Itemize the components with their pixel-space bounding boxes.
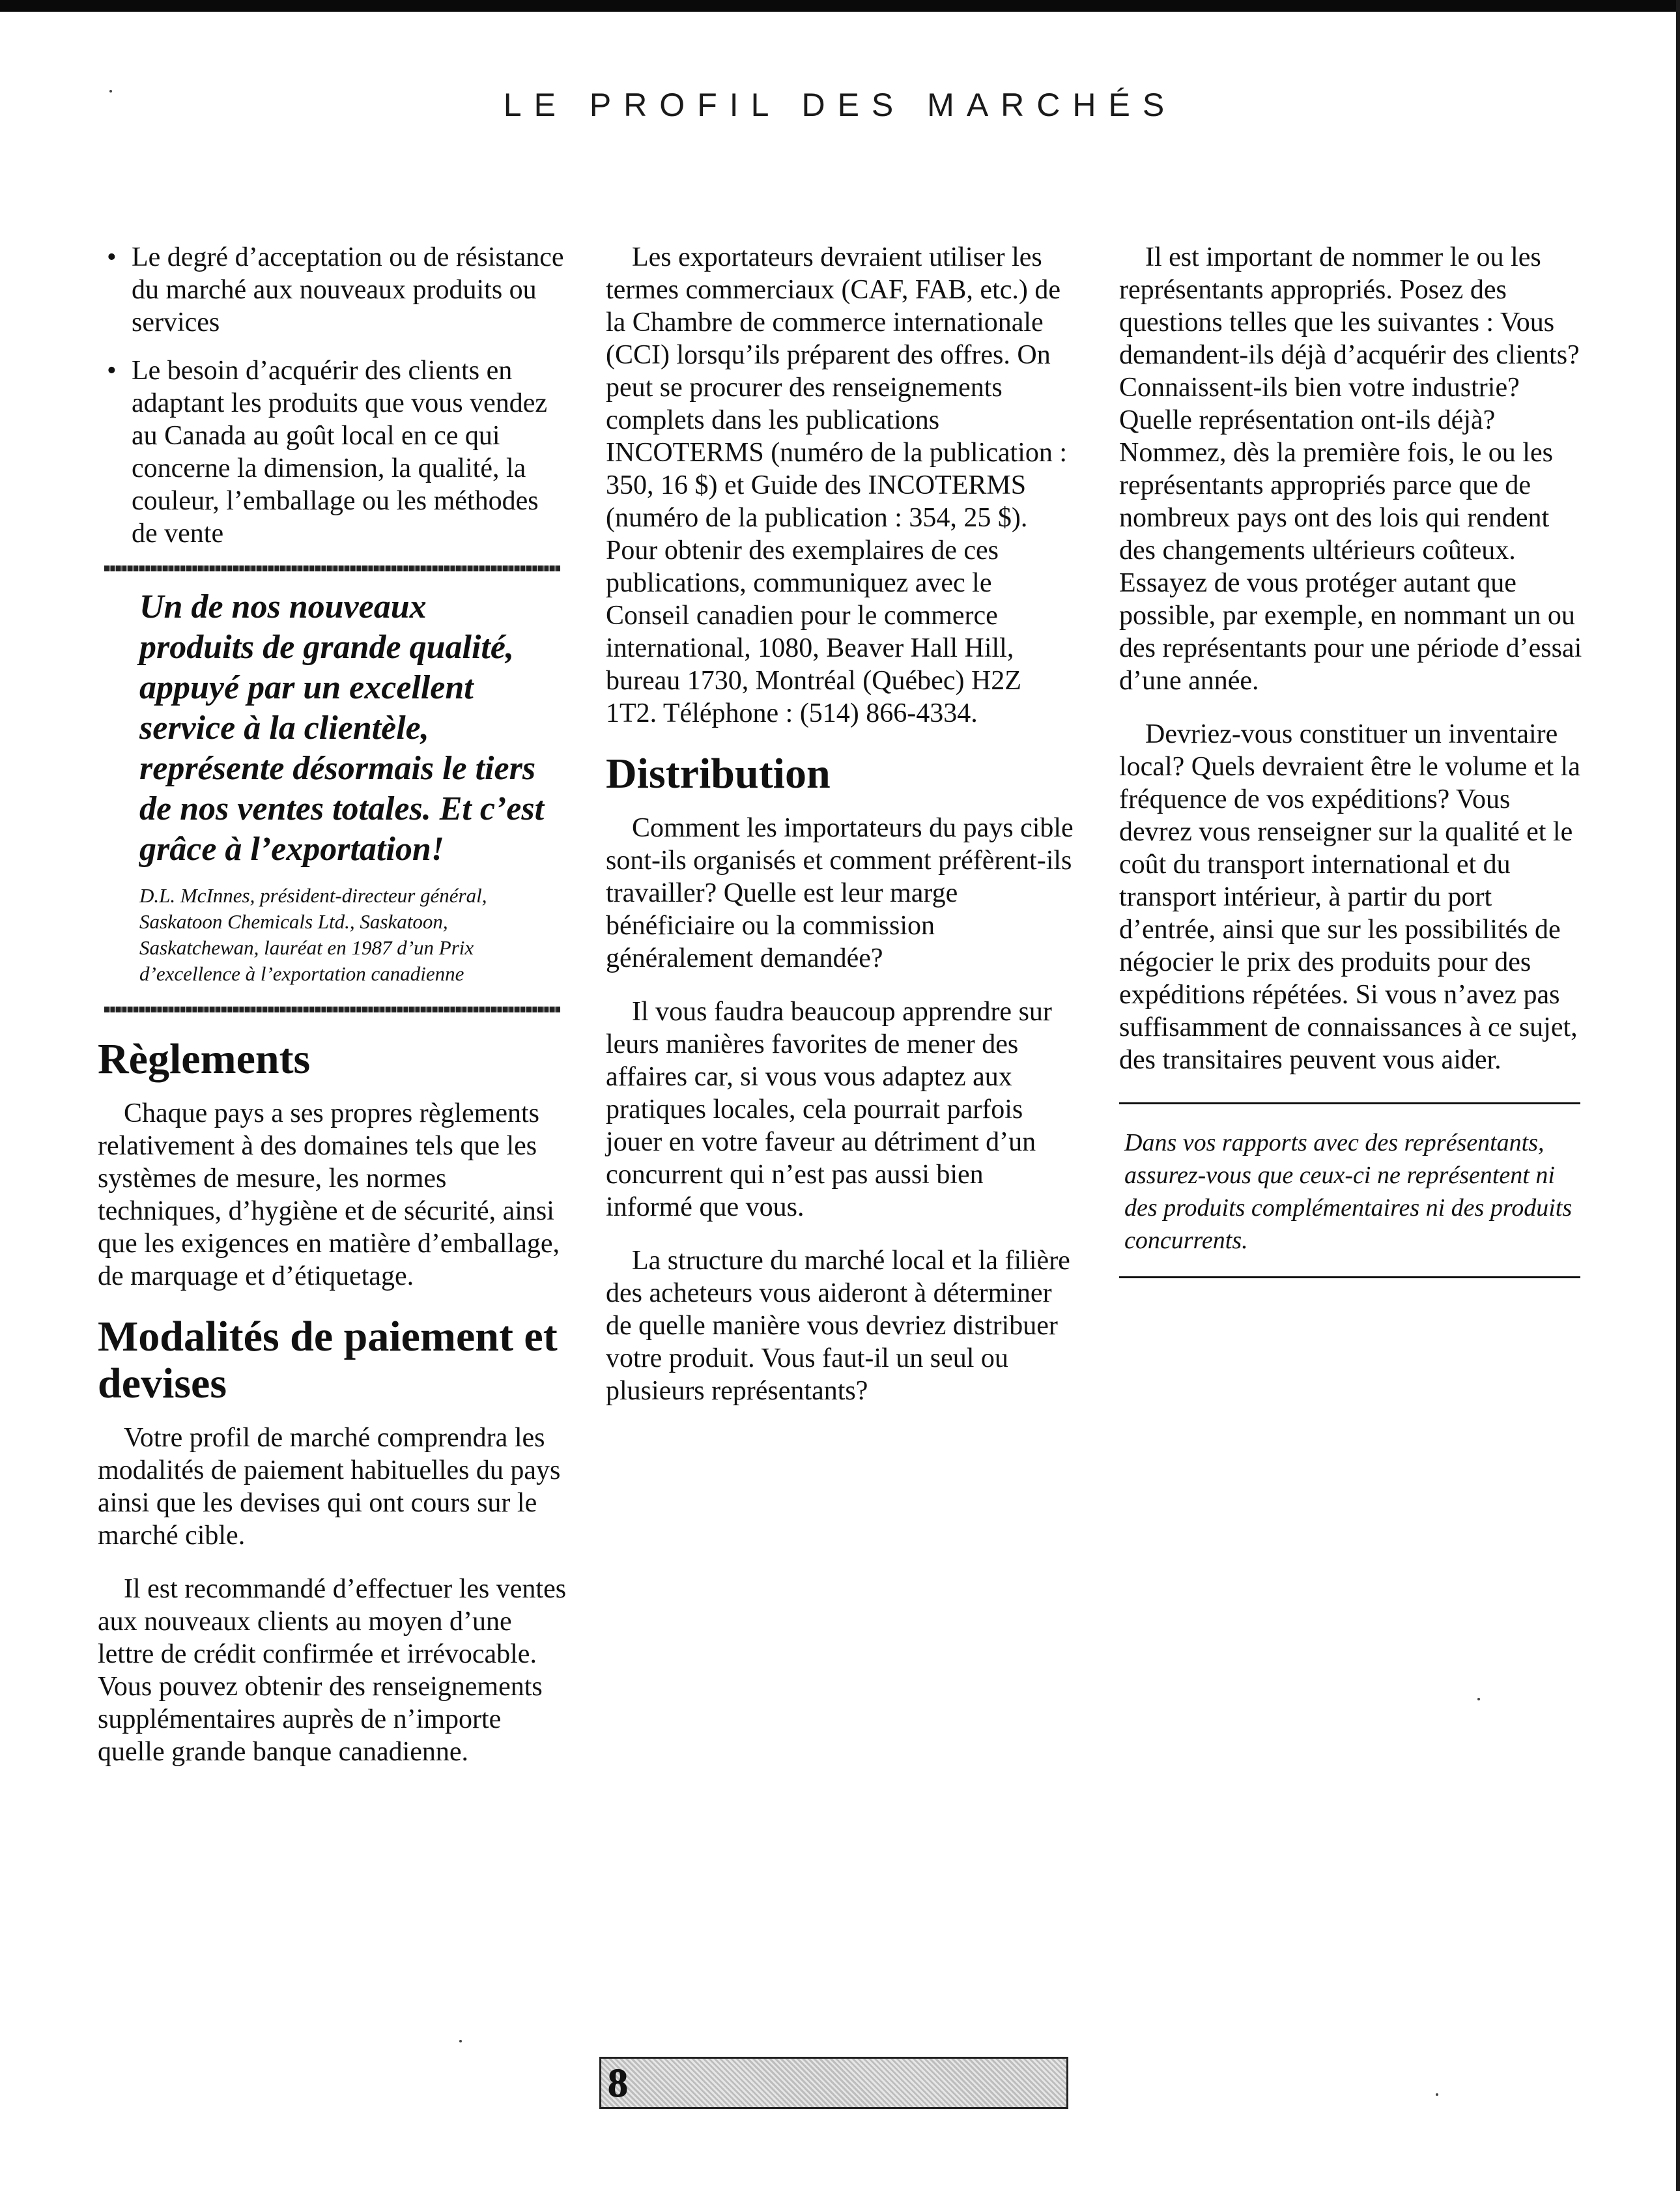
scan-speck [1477,1698,1480,1700]
quote-attribution: D.L. McInnes, président-directeur général, Saskatoon Chemicals Ltd., Saskatoon, Saskatchewan, lauréat en 1987 d’un Prix d’excellence à l’exportation canadienne [139,884,487,985]
paragraph: Chaque pays a ses propres règlements relativement à des domaines tels que les systèmes de mesure, les normes techniques, d’hygiène et de sécurité, ainsi que les exigences en matière d’emballage, de marquage et d’étiquetage. [98,1098,560,1291]
bullet-list [98,241,567,550]
column-3 [1119,241,1588,1278]
bullet-icon: • [107,356,117,386]
paragraph: La structure du marché local et la filière des acheteurs vous aideront à déterminer de quelle manière vous devriez distribuer votre produit. Vous faut-il un seul ou plusieurs représentants? [606,1246,1070,1406]
column-2 [606,241,1075,1428]
scan-speck [1436,2093,1438,2096]
scan-speck [459,2040,462,2042]
scan-top-border [0,0,1680,12]
bullet-icon: • [107,242,117,272]
paragraph: Il vous faudra beaucoup apprendre sur leurs manières favorites de mener des affaires car, si vous vous adaptez aux pratiques locales, cela pourrait parfois jouer en votre faveur au détriment d’un concurrent qui n’est pas aussi bien informé que vous. [606,997,1052,1222]
paragraph: Les exportateurs devraient utiliser les termes commerciaux (CAF, FAB, etc.) de la Chambre de commerce internationale (CCI) lorsqu’ils préparent des offres. On peut se procurer des renseignements complets dans les publications INCOTERMS (numéro de la publication : 350, 16 $) et Guide des INCOTERMS (numéro de la publication : 354, 25 $). Pour obtenir des exemplaires de ces publications, communiquez avec le Conseil canadien pour le commerce international, 1080, Beaver Hall Hill, bureau 1730, Montréal (Québec) H2Z 1T2. Téléphone : (514) 866-4334. [606,242,1068,728]
pull-quote [104,566,560,1012]
paragraph: Devriez-vous constituer un inventaire local? Quels devraient être le volume et la fréquence de vos expéditions? Vous devrez vous renseigner sur la qualité et le coût du transport international et du transport intérieur, à partir du port d’entrée, ainsi que sur les possibilités de négocier le prix des produits pour des expéditions répétées. Si vous n’avez pas suffisamment de connaissances à ce sujet, des transitaires peuvent vous aider. [1119,719,1580,1075]
list-item [98,241,567,339]
paragraph: Comment les importateurs du pays cible sont-ils organisés et comment préfèrent-ils travailler? Quelle est leur marge bénéficiaire ou la commission généralement demandée? [606,813,1074,973]
running-head: LE PROFIL DES MARCHÉS [503,87,1177,123]
bullet-text: Le degré d’acceptation ou de résistance du marché aux nouveaux produits ou services [132,242,564,337]
paragraph: Il est recommandé d’effectuer les ventes aux nouveaux clients au moyen d’une lettre de crédit confirmée et irrévocable. Vous pouvez obtenir des renseignements supplémentaires auprès de n’importe quelle grande banque canadienne. [98,1574,567,1767]
scan-speck [109,90,112,93]
quote-bottom-rule [104,1007,560,1012]
quote-text: Un de nos nouveaux produits de grande qualité, appuyé par un excellent service à la clientèle, représente désormais le tiers de nos ventes totales. Et c’est grâce à l’exportation! [139,588,545,868]
side-note-box [1119,1102,1580,1278]
side-note-text: Dans vos rapports avec des représentants, assurez-vous que ceux-ci ne représentent ni des produits complémentaires ni des produits concurrents. [1124,1129,1573,1254]
side-note-bottom-rule [1119,1276,1580,1278]
scan-right-border [1676,0,1680,2191]
heading-modalites-paiement: Modalités de paiement et devises [98,1313,558,1407]
quote-top-rule [104,566,560,571]
heading-distribution: Distribution [606,750,831,797]
page-number-box [599,2057,1068,2109]
column-1 [98,241,567,1789]
heading-reglements: Règlements [98,1035,311,1083]
paragraph: Votre profil de marché comprendra les modalités de paiement habituelles du pays ainsi que les devises qui ont cours sur le marché cible. [98,1423,561,1551]
list-item [98,354,567,550]
paragraph: Il est important de nommer le ou les représentants appropriés. Posez des questions telles que les suivantes : Vous demandent-ils déjà d’acquérir des clients? Connaissent-ils bien votre industrie? Quelle représentation ont-ils déjà? Nommez, dès la première fois, le ou les représentants appropriés parce que de nombreux pays ont des lois qui rendent des changements ultérieurs coûteux. Essayez de vous protéger autant que possible, par exemple, en nommant un ou des représentants pour une période d’essai d’une année. [1119,242,1582,696]
page-number: 8 [608,2061,628,2106]
bullet-text: Le besoin d’acquérir des clients en adaptant les produits que vous vendez au Canada au goût local en ce qui concerne la dimension, la qualité, la couleur, l’emballage ou les méthodes de vente [132,356,547,549]
